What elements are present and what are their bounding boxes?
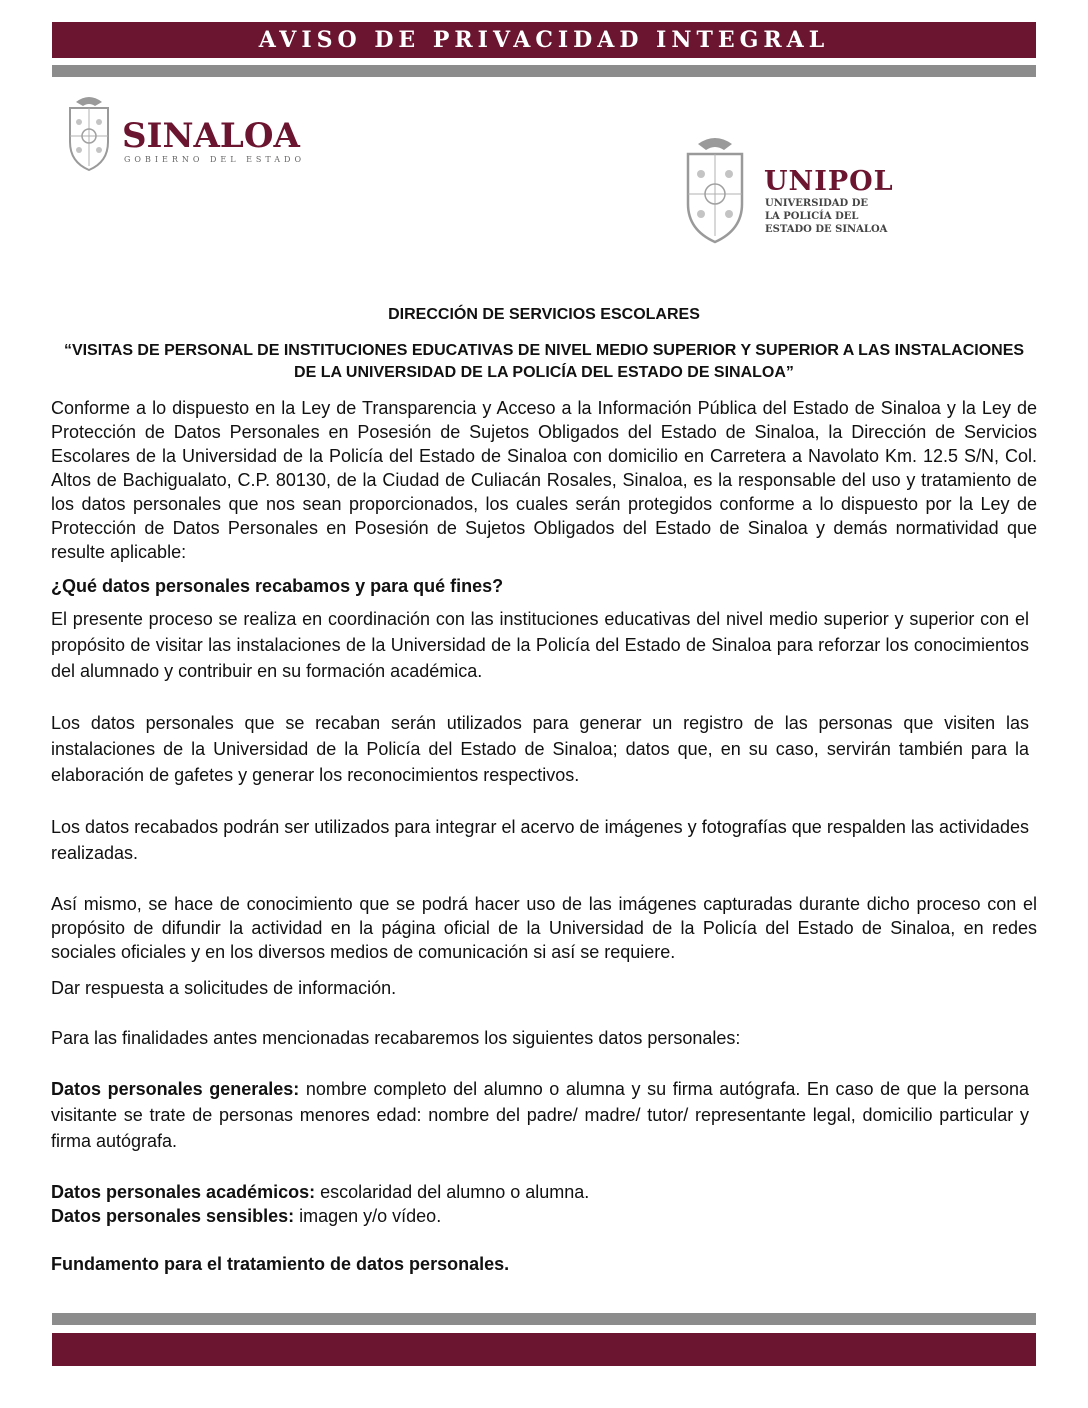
general-data-text: nombre completo del alumno o alumna y su firma autógrafa. En caso de que la persona visitante se trate de personas menores edad: nombre del padre/ madre/ tutor/ representante legal, domicilio particular y firma autógrafa. <box>51 1079 1029 1151</box>
footer-divider <box>52 1313 1036 1325</box>
department-heading: DIRECCIÓN DE SERVICIOS ESCOLARES <box>388 306 700 323</box>
document-title: “VISITAS DE PERSONAL DE INSTITUCIONES EDUCATIVAS DE NIVEL MEDIO SUPERIOR Y SUPERIOR A LAS INSTALACIONES DE LA UNIVERSIDAD DE LA POLICÍA DEL ESTADO DE SINALOA” <box>63 342 1025 381</box>
academic-data-label: Datos personales académicos: <box>51 1182 316 1202</box>
data-collected-intro: Para las finalidades antes mencionadas recabaremos los siguientes datos personales: <box>51 1028 741 1048</box>
unipol-logo-subtitle-line: LA POLICÍA DEL <box>765 211 859 222</box>
sinaloa-logo-name: SINALOA <box>122 116 300 156</box>
dissemination-paragraph: Así mismo, se hace de conocimiento que se podrá hacer uso de las imágenes capturadas durante dicho proceso con el propósito de difundir la actividad en la página oficial de la Universidad de la Policía del Estado de Sinaloa, en redes sociales oficiales y en los diversos medios de comunicación si así se requiere. <box>51 894 1037 962</box>
purpose-paragraph: El presente proceso se realiza en coordinación con las instituciones educativas del nivel medio superior y superior con el propósito de visitar las instalaciones de la Universidad de la Policía del Estado de Sinaloa para reforzar los conocimientos del alumnado y contribuir en su formación académica. <box>51 609 1029 681</box>
document-header-title: AVISO DE PRIVACIDAD INTEGRAL <box>258 27 830 53</box>
question-heading: ¿Qué datos personales recabamos y para qué fines? <box>51 576 504 596</box>
sensitive-data-text: imagen y/o vídeo. <box>294 1206 442 1226</box>
state-seal-icon <box>680 132 750 246</box>
sinaloa-logo-subtitle: GOBIERNO DEL ESTADO <box>124 155 306 164</box>
academic-data-paragraph <box>51 1180 1037 1204</box>
information-requests-paragraph: Dar respuesta a solicitudes de información. <box>51 978 397 998</box>
unipol-logo-subtitle-line: ESTADO DE SINALOA <box>765 224 888 235</box>
unipol-logo-name: UNIPOL <box>764 166 894 197</box>
footer-banner <box>52 1333 1036 1366</box>
intro-paragraph: Conforme a lo dispuesto en la Ley de Transparencia y Acceso a la Información Pública del Estado de Sinaloa y la Ley de Protección de Datos Personales en Posesión de Sujetos Obligados del Estado de Sinaloa, la Dirección de Servicios Escolares de la Universidad de la Policía del Estado de Sinaloa con domicilio en Carretera a Navolato Km. 12.5 S/N, Col. Altos de Bachigualato, C.P. 80130, de la Ciudad de Culiacán Rosales, Sinaloa, es la responsable del uso y tratamiento de los datos personales que nos sean proporcionados, los cuales serán protegidos conforme a lo dispuesto por la Ley de Protección de Datos Personales en Posesión de Sujetos Obligados del Estado de Sinaloa y demás normatividad que resulte aplicable: <box>51 398 1037 562</box>
sensitive-data-label: Datos personales sensibles: <box>51 1206 295 1226</box>
header-banner <box>52 22 1036 58</box>
images-paragraph: Los datos recabados podrán ser utilizados para integrar el acervo de imágenes y fotografías que respalden las actividades realizadas. <box>51 817 1029 863</box>
header-divider <box>52 65 1036 77</box>
general-data-label: Datos personales generales: <box>51 1079 300 1099</box>
registry-paragraph: Los datos personales que se recaban serán utilizados para generar un registro de las personas que visiten las instalaciones de la Universidad de la Policía del Estado de Sinaloa; datos que, en su caso, servirán también para la elaboración de gafetes y generar los reconocimientos respectivos. <box>51 713 1029 785</box>
document-body <box>51 304 1037 1276</box>
legal-basis-heading: Fundamento para el tratamiento de datos personales. <box>51 1254 510 1274</box>
academic-data-text: escolaridad del alumno o alumna. <box>315 1182 590 1202</box>
sinaloa-logo <box>62 92 312 172</box>
sensitive-data-paragraph <box>51 1204 1037 1228</box>
state-seal-icon <box>62 92 116 172</box>
general-data-paragraph <box>51 1076 1037 1154</box>
unipol-logo <box>680 132 910 246</box>
unipol-logo-subtitle-line: UNIVERSIDAD DE <box>765 198 869 209</box>
